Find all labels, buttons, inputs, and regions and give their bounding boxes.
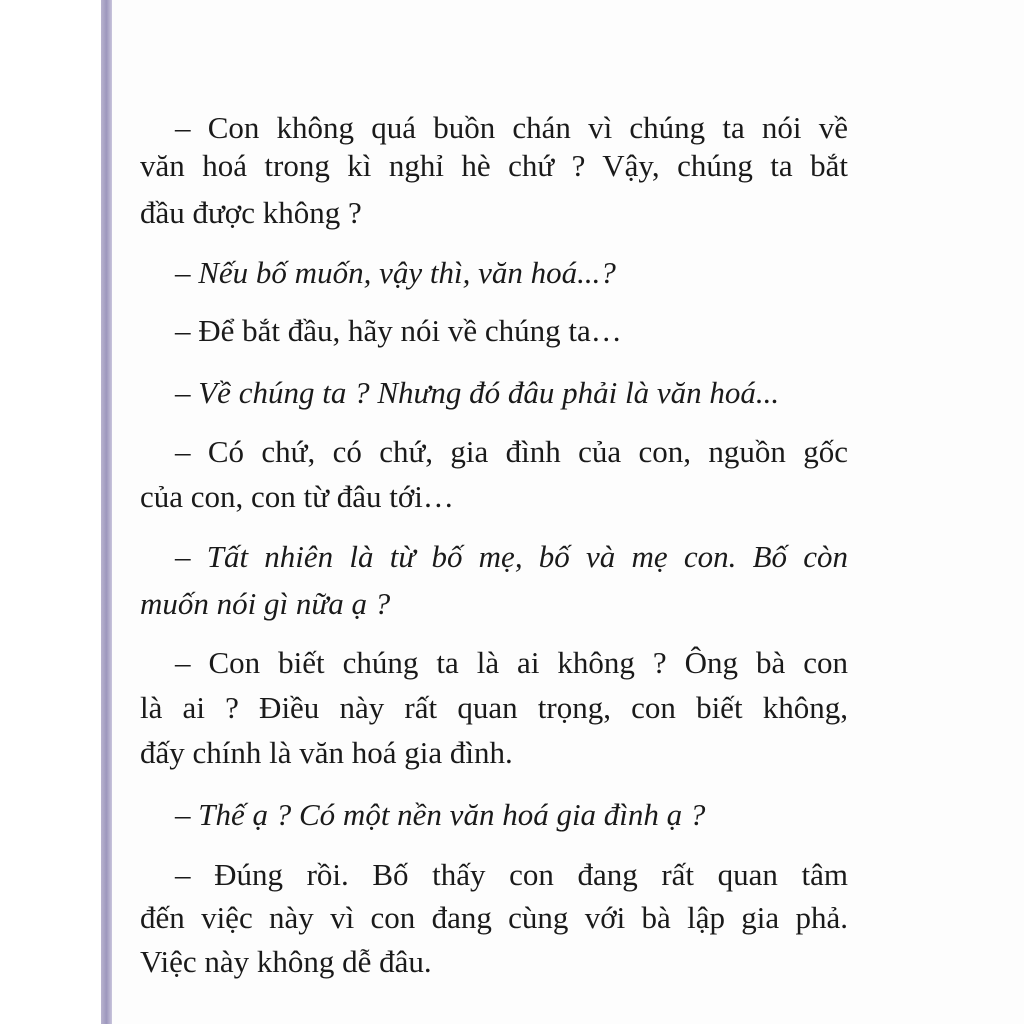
text-line: – Đúng rồi. Bố thấy con đang rất quan tâm	[175, 857, 848, 892]
text-line: văn hoá trong kì nghỉ hè chứ ? Vậy, chúng ta bắt	[140, 148, 848, 183]
text-line: – Con biết chúng ta là ai không ? Ông bà con	[175, 645, 848, 680]
text-line: đấy chính là văn hoá gia đình.	[140, 735, 513, 770]
background-margin	[0, 0, 101, 1024]
text-line: Việc này không dễ đâu.	[140, 944, 432, 979]
text-line: muốn nói gì nữa ạ ?	[140, 586, 391, 621]
book-spine-edge	[101, 0, 112, 1024]
text-line: – Nếu bố muốn, vậy thì, văn hoá...?	[175, 255, 616, 290]
text-line: – Tất nhiên là từ bố mẹ, bố và mẹ con. Bố còn	[175, 539, 848, 574]
text-line: – Về chúng ta ? Nhưng đó đâu phải là văn hoá...	[175, 375, 780, 410]
text-line: – Để bắt đầu, hãy nói về chúng ta…	[175, 313, 622, 348]
text-line: đến việc này vì con đang cùng với bà lập gia phả.	[140, 900, 848, 935]
text-line: – Thế ạ ? Có một nền văn hoá gia đình ạ ?	[175, 797, 706, 832]
text-line: của con, con từ đâu tới…	[140, 479, 454, 514]
text-line: – Con không quá buồn chán vì chúng ta nói về	[175, 110, 848, 145]
text-line: đầu được không ?	[140, 195, 362, 230]
text-line: là ai ? Điều này rất quan trọng, con biết không,	[140, 690, 848, 725]
text-line: – Có chứ, có chứ, gia đình của con, nguồn gốc	[175, 434, 848, 469]
